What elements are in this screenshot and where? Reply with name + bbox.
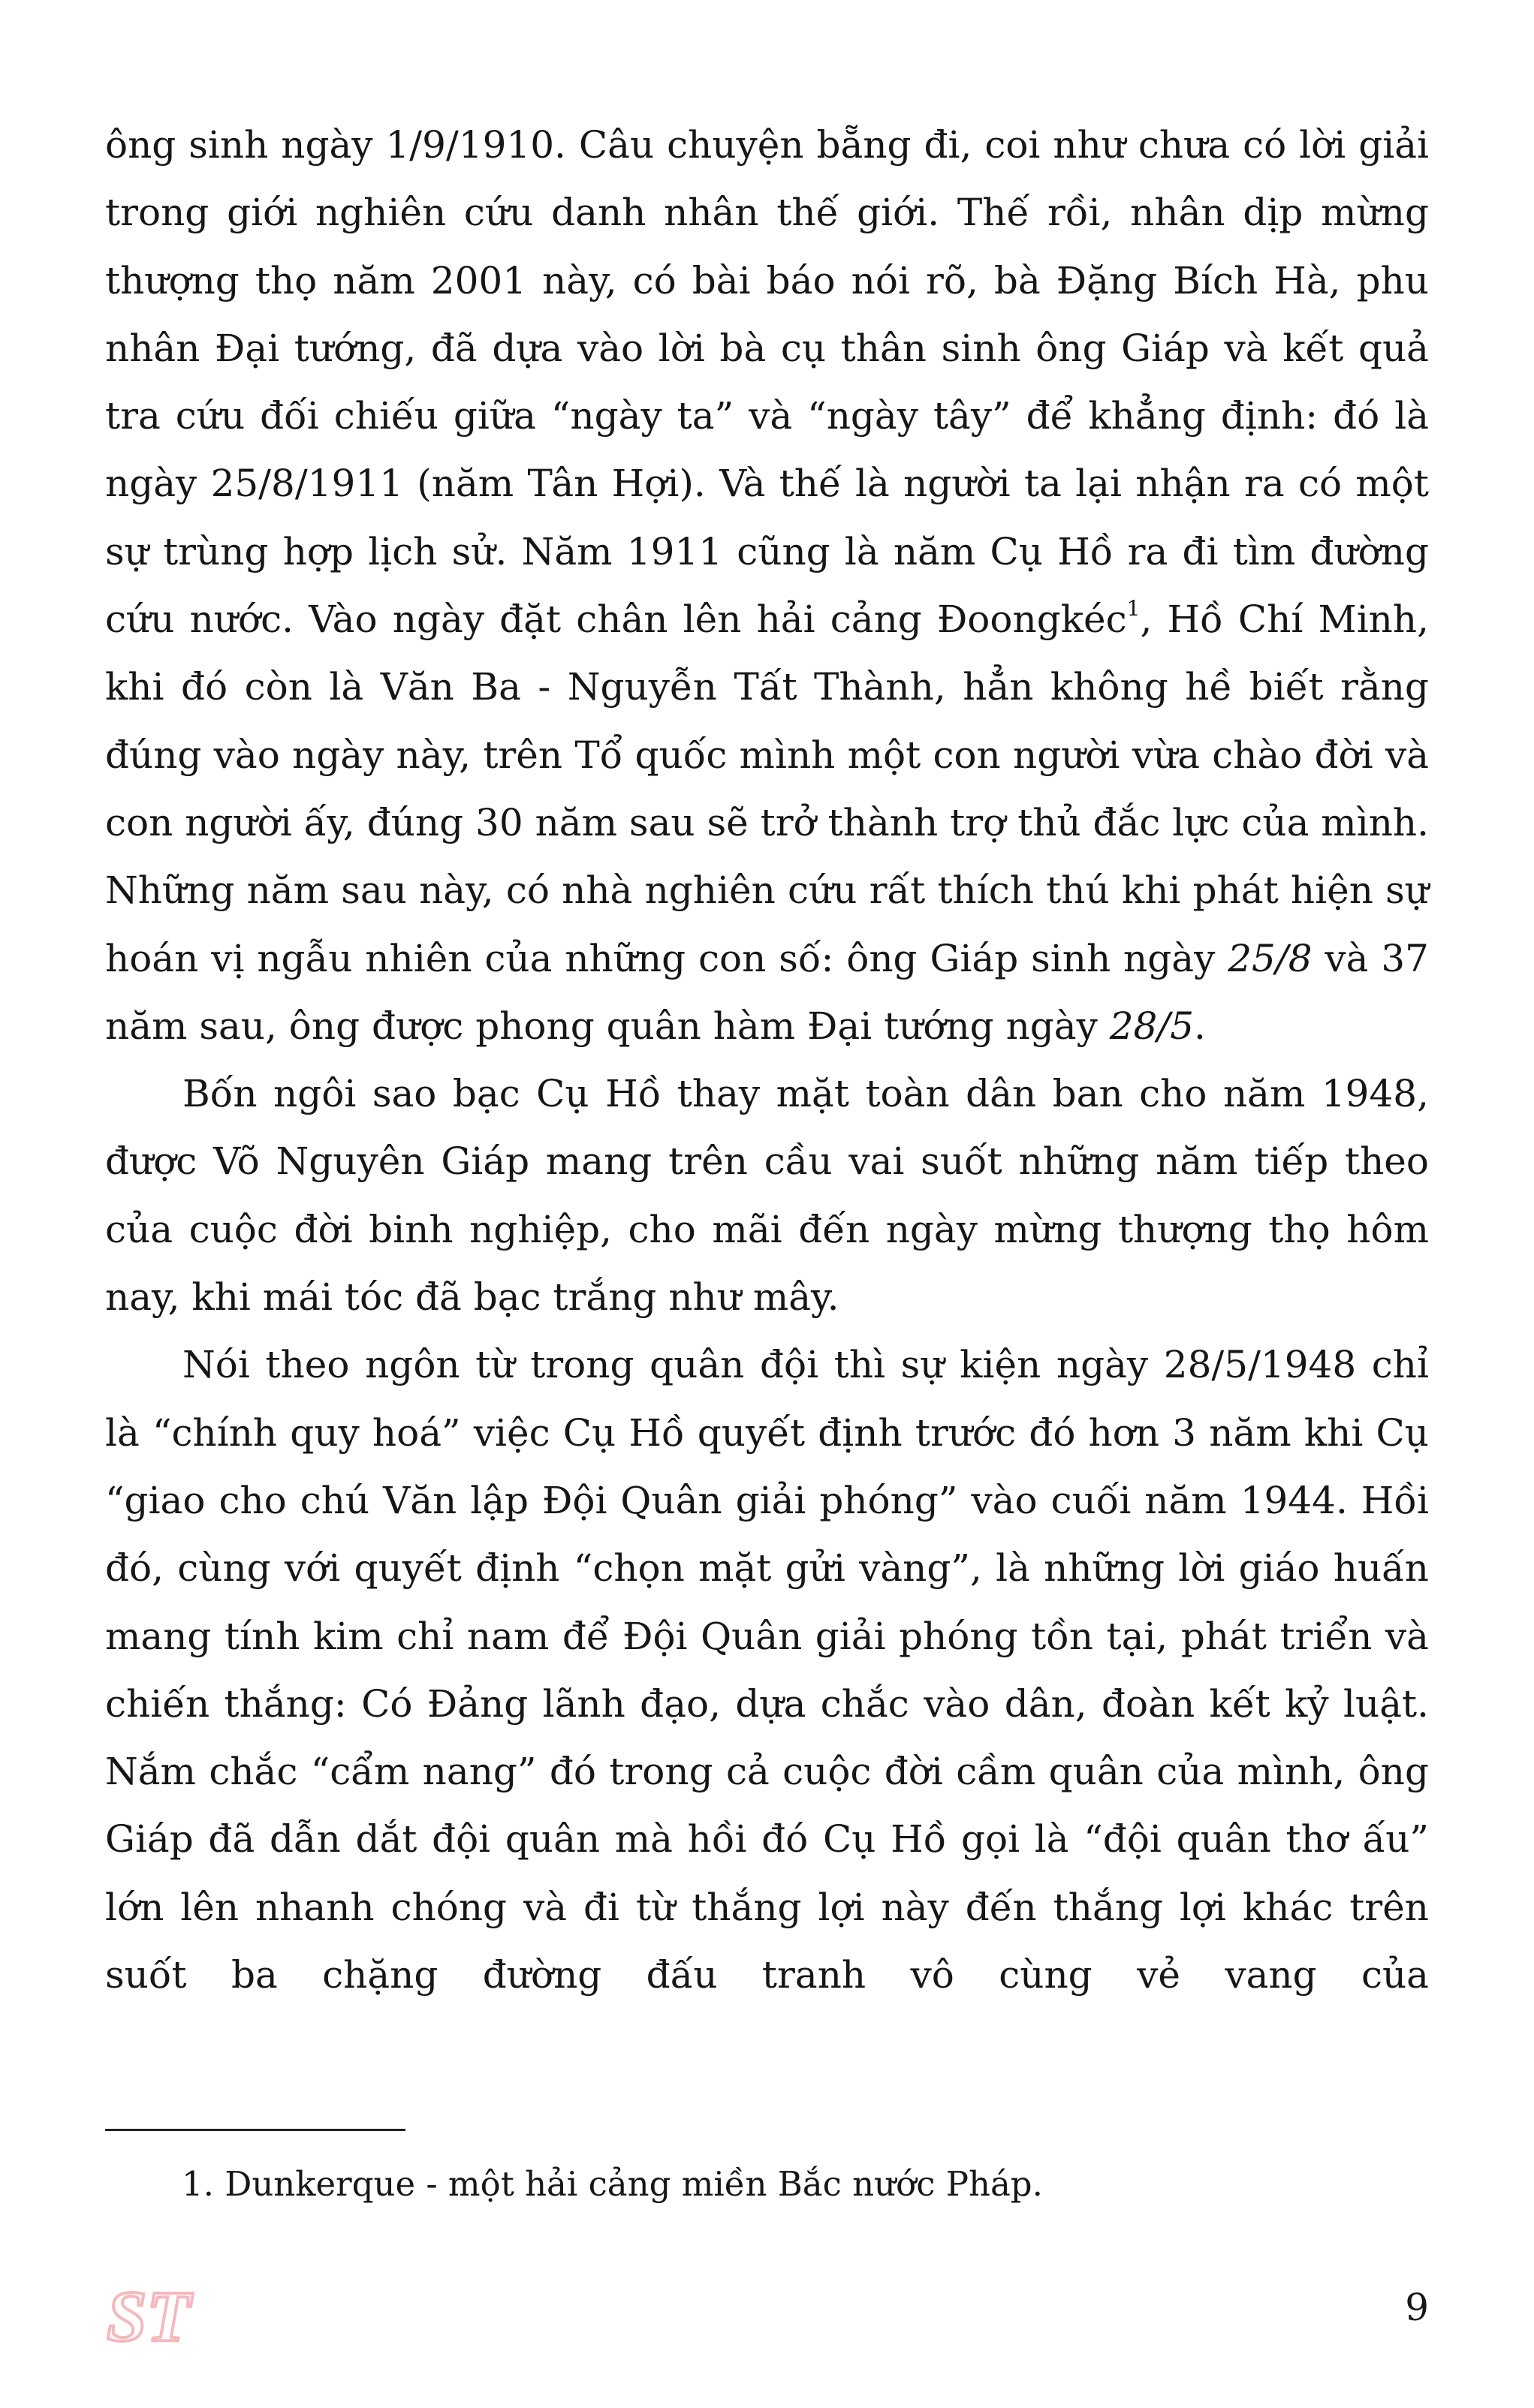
text-run: . bbox=[1194, 1004, 1206, 1048]
footnote-marker: 1 bbox=[1126, 596, 1141, 622]
body-text bbox=[105, 111, 1429, 2009]
text-run: ông sinh ngày 1/9/1910. Câu chuyện bẵng đi, coi như chưa có lời giải trong giới nghiên cứu danh nhân thế giới. Thế rồi, nhân dịp mừng thượng thọ năm 2001 này, có bài báo nói rõ, bà Đặng Bích Hà, phu nhân Đại tướng, đã dựa vào lời bà cụ thân sinh ông Giáp và kết quả tra cứu đối chiếu giữa “ngày ta” và “ngày tây” để khẳng định: đó là ngày 25/8/1911 (năm Tân Hợi). Và thế là người ta lại nhận ra có một sự trùng hợp lịch sử. Năm 1911 cũng là năm Cụ Hồ ra đi tìm đường cứu nước. Vào ngày đặt chân lên hải cảng Đoongkéc bbox=[105, 123, 1429, 642]
paragraph-3 bbox=[105, 1331, 1429, 2009]
text-run: , Hồ Chí Minh, khi đó còn là Văn Ba - Nguyễn Tất Thành, hẳn không hề biết rằng đúng vào ngày này, trên Tổ quốc mình một con người vừa chào đời và con người ấy, đúng 30 năm sau sẽ trở thành trợ thủ đắc lực của mình. Những năm sau này, có nhà nghiên cứu rất thích thú khi phát hiện sự hoán vị ngẫu nhiên của những con số: ông Giáp sinh ngày bbox=[105, 597, 1429, 980]
text-run: Nói theo ngôn từ trong quân đội thì sự kiện ngày 28/5/1948 chỉ là “chính quy hoá” việc Cụ Hồ quyết định trước đó hơn 3 năm khi Cụ “giao cho chú Văn lập Đội Quân giải phóng” vào cuối năm 1944. Hồi đó, cùng với quyết định “chọn mặt gửi vàng”, là những lời giáo huấn mang tính kim chỉ nam để Đội Quân giải phóng tồn tại, phát triển và chiến thắng: Có Đảng lãnh đạo, dựa chắc vào dân, đoàn kết kỷ luật. Nắm chắc “cẩm nang” đó trong cả cuộc đời cầm quân của mình, ông Giáp đã dẫn dắt đội quân mà hồi đó Cụ Hồ gọi là “đội quân thơ ấu” lớn lên nhanh chóng và đi từ thắng lợi này đến thắng lợi khác trên suốt ba chặng đường đấu tranh vô cùng vẻ vang của bbox=[105, 1343, 1429, 1997]
italic-date: 25/8 bbox=[1228, 936, 1312, 980]
text-run: và 37 năm sau, ông được phong quân hàm Đại tướng ngày bbox=[105, 936, 1429, 1048]
footnote: 1. Dunkerque - một hải cảng miền Bắc nước Pháp. bbox=[182, 2164, 1043, 2204]
paragraph-2 bbox=[105, 1060, 1429, 1331]
text-run: Bốn ngôi sao bạc Cụ Hồ thay mặt toàn dân ban cho năm 1948, được Võ Nguyên Giáp mang trên cầu vai suốt những năm tiếp theo của cuộc đời binh nghiệp, cho mãi đến ngày mừng thượng thọ hôm nay, khi mái tóc đã bạc trắng như mây. bbox=[105, 1072, 1429, 1320]
paragraph-1 bbox=[105, 111, 1429, 1060]
italic-date: 28/5 bbox=[1109, 1004, 1195, 1048]
publisher-logo-icon bbox=[106, 2274, 191, 2356]
logo-lettering: ST bbox=[106, 2276, 191, 2356]
page-number: 9 bbox=[1405, 2286, 1429, 2329]
footnote-separator bbox=[105, 2129, 405, 2131]
